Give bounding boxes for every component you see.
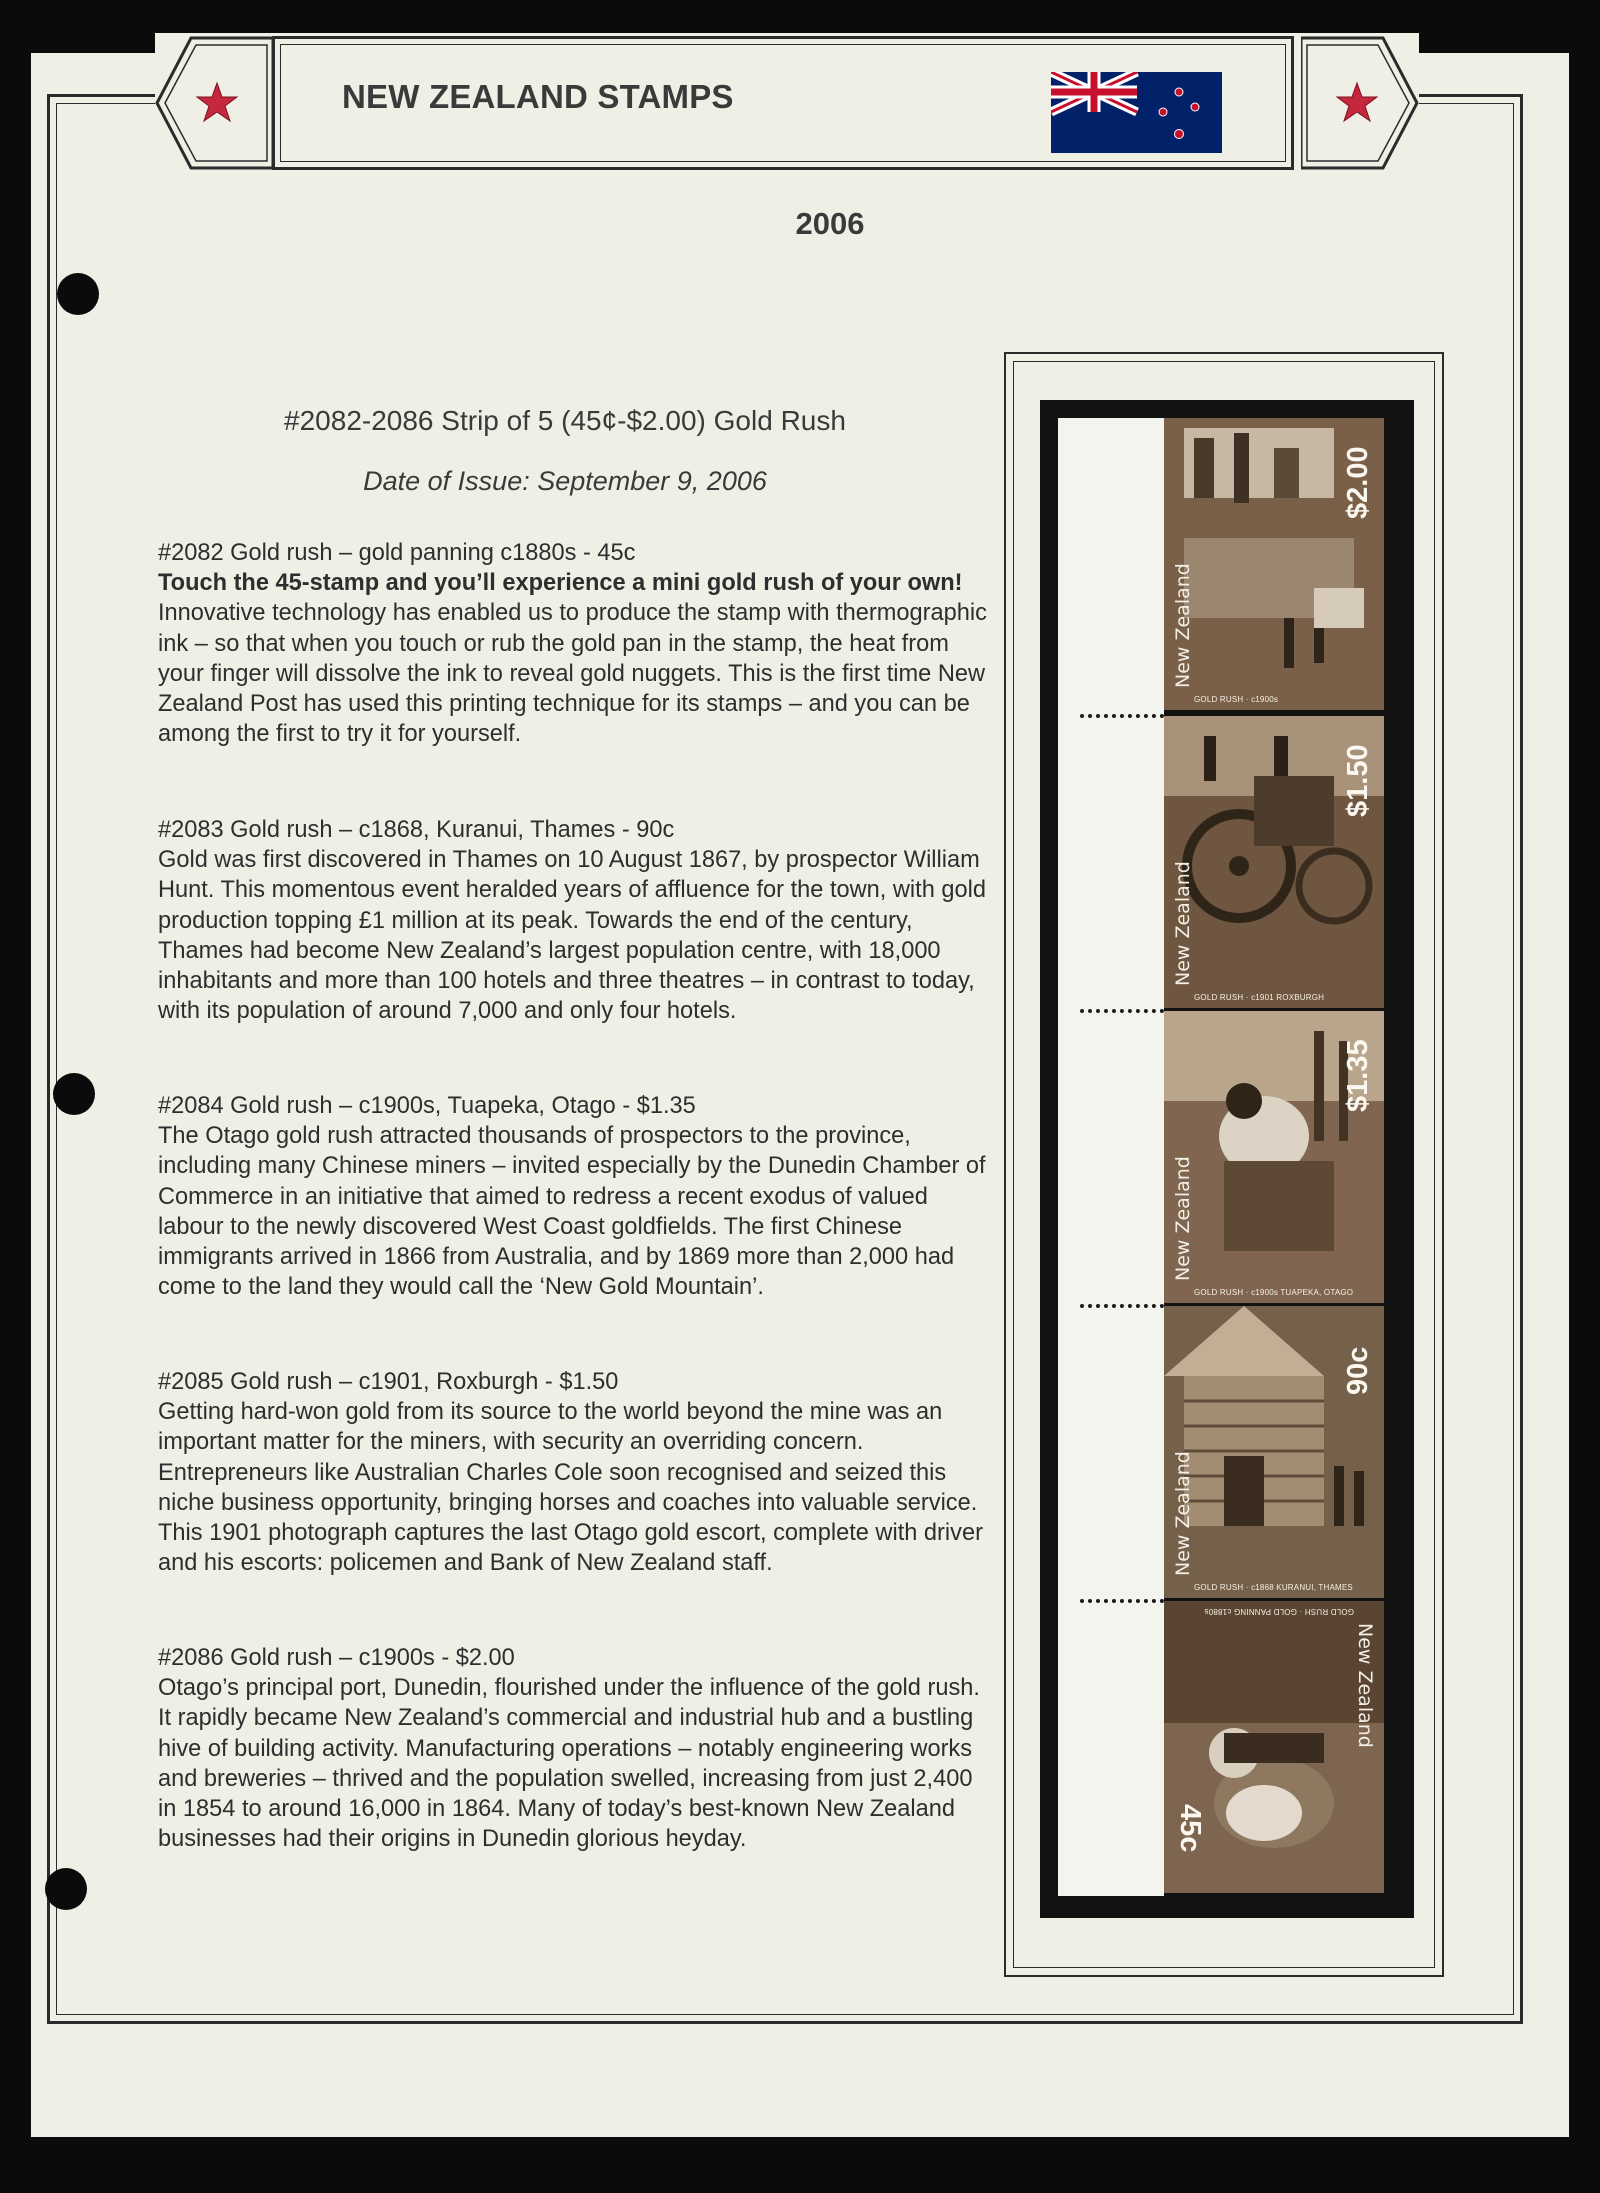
entry-body: Innovative technology has enabled us to produce the stamp with thermographic ink – so that when you touch or rub the gold pan in the stamp, the heat from your finger will dissolve the ink to reveal gold nuggets. This is the first time New Zealand Post has used this printing technique for its stamps – and you can be among the first to try it for yourself. [158,600,987,748]
entry-heading: #2084 Gold rush – c1900s, Tuapeka, Otago - $1.35 [158,1093,696,1119]
stamp-value: $1.35 [1342,1039,1374,1113]
perforation [1080,714,1164,718]
entry-2084 [158,1091,988,1302]
new-zealand-flag-icon [1051,72,1222,153]
set-heading: #2082-2086 Strip of 5 (45¢-$2.00) Gold Rush [284,405,846,436]
entry-2085 [158,1367,988,1578]
stamp-country: New Zealand [1172,1156,1194,1281]
stamp-caption: GOLD RUSH · c1900s TUAPEKA, OTAGO [1194,1288,1354,1297]
binder-hole [53,1073,95,1115]
perforation [1080,1304,1164,1308]
entry-lead: Touch the 45-stamp and you’ll experience a mini gold rush of your own! [158,570,963,597]
stamp-caption: GOLD RUSH · GOLD PANNING c1880s [1204,1607,1354,1616]
entry-2083 [158,815,988,1026]
year-label: 2006 [795,206,865,241]
stamp-2083 [1164,1306,1384,1598]
issue-date: Date of Issue: September 9, 2006 [363,466,767,496]
header-left-cap [155,36,273,170]
stamp-2082 [1164,1601,1384,1893]
entry-body: Otago’s principal port, Dunedin, flourished under the influence of the gold rush. It rapidly became New Zealand’s commercial and industrial hub and a bustling hive of building activity. Manufacturing operations – notably engineering works and breweries – thrived and the population swelled, increasing from just 2,400 in 1854 to around 16,000 in 1864. Many of today’s best-known New Zealand businesses had their origins in Dunedin glorious heyday. [158,1675,980,1853]
entry-2086 [158,1643,988,1854]
stamp-2086 [1164,418,1384,710]
entry-body: The Otago gold rush attracted thousands of prospectors to the province, including many Chinese miners – invited especially by the Dunedin Chamber of Commerce in an initiative that aimed to redress a recent exodus of valued labour to the newly discovered West Coast goldfields. The first Chinese immigrants arrived in 1866 from Australia, and by 1869 more than 2,000 had come to the land they would call the ‘New Gold Mountain’. [158,1123,986,1301]
entry-heading: #2083 Gold rush – c1868, Kuranui, Thames - 90c [158,817,675,843]
stamp-country: New Zealand [1172,861,1194,986]
perforation [1080,1009,1164,1013]
binder-hole [45,1868,87,1910]
stamp-value: $2.00 [1342,446,1374,520]
header-right-cap [1301,36,1419,170]
stamp-value: $1.50 [1342,744,1374,818]
page-title: NEW ZEALAND STAMPS [342,78,734,115]
entry-2082 [158,538,988,749]
stamp-value: 90c [1342,1346,1374,1396]
stamp-caption: GOLD RUSH · c1868 KURANUI, THAMES [1194,1583,1353,1592]
stamp-country: New Zealand [1354,1623,1376,1748]
binder-hole [57,273,99,315]
stamp-inverted-layout [1164,1601,1384,1893]
stamp-value: 45c [1174,1803,1206,1853]
stamp-country: New Zealand [1172,1451,1194,1576]
entry-heading: #2082 Gold rush – gold panning c1880s - 45c [158,540,636,566]
entry-body: Getting hard-won gold from its source to the world beyond the mine was an important matter for the miners, with security an overriding concern. Entrepreneurs like Australian Charles Cole soon recognised and seized this niche business opportunity, bringing horses and coaches into valuable service. This 1901 photograph captures the last Otago gold escort, complete with driver and his escorts: policemen and Bank of New Zealand staff. [158,1399,983,1577]
stamp-caption: GOLD RUSH · c1901 ROXBURGH [1194,993,1325,1002]
entry-heading: #2086 Gold rush – c1900s - $2.00 [158,1645,515,1671]
entry-body: Gold was first discovered in Thames on 10 August 1867, by prospector William Hunt. This momentous event heralded years of affluence for the town, with gold production topping £1 million at its peak. Towards the end of the century, Thames had become New Zealand’s largest population centre, with 18,000 inhabitants and more than 100 hotels and three theatres – in contrast to today, with its population of around 7,000 and only four hotels. [158,847,987,1025]
stamp-2085 [1164,716,1384,1008]
stamp-caption: GOLD RUSH · c1900s [1194,695,1279,704]
perforation [1080,1599,1164,1603]
stamp-country: New Zealand [1172,563,1194,688]
sheet-selvage [1058,418,1164,1896]
stamp-2084 [1164,1011,1384,1303]
entry-heading: #2085 Gold rush – c1901, Roxburgh - $1.50 [158,1369,619,1395]
